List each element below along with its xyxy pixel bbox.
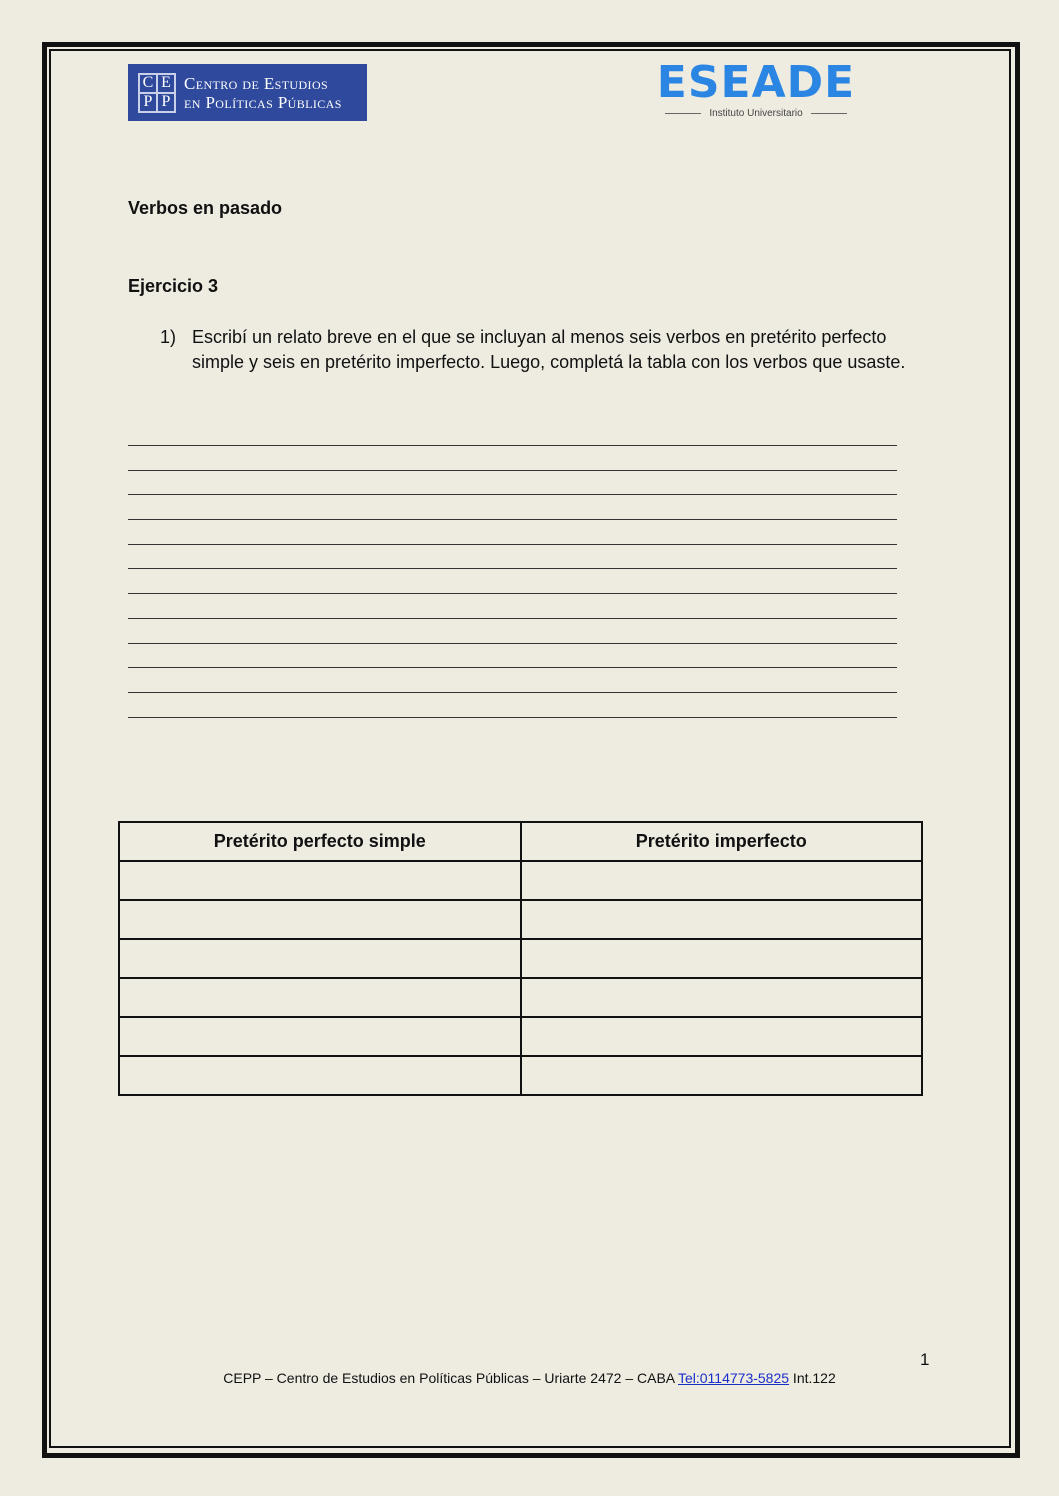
table-cell[interactable] (521, 900, 923, 939)
header-preterito-imperfecto: Pretérito imperfecto (521, 822, 923, 861)
table-row (119, 939, 922, 978)
cepp-letter: E (157, 74, 175, 93)
item-number: 1) (160, 327, 177, 347)
writing-line[interactable] (128, 692, 897, 717)
table-cell[interactable] (119, 900, 521, 939)
table-cell[interactable] (521, 978, 923, 1017)
writing-line[interactable] (128, 667, 897, 692)
table-cell[interactable] (521, 861, 923, 900)
table-header-row (119, 822, 922, 861)
cepp-letter: P (157, 93, 175, 112)
eseade-subtitle-text: Instituto Universitario (709, 108, 803, 119)
cepp-monogram (138, 73, 176, 113)
item-text: Escribí un relato breve en el que se incluyan al menos seis verbos en pretérito perfecto simple y seis en pretérito imperfecto. Luego, completá la tabla con los verbos que usaste. (192, 327, 906, 372)
instruction-item (160, 325, 930, 375)
table-row (119, 861, 922, 900)
table-cell[interactable] (119, 1056, 521, 1095)
phone-link[interactable]: Tel:0114773-5825 (677, 1370, 790, 1386)
exercise-heading: Ejercicio 3 (128, 276, 219, 296)
writing-line[interactable] (128, 593, 897, 618)
table-cell[interactable] (521, 1017, 923, 1056)
cepp-name (184, 74, 342, 112)
writing-line[interactable] (128, 643, 897, 668)
cepp-letter: C (139, 74, 157, 93)
table-row (119, 900, 922, 939)
writing-line[interactable] (128, 445, 897, 470)
page-border-inner (49, 49, 1011, 1448)
writing-line[interactable] (128, 519, 897, 544)
writing-line[interactable] (128, 494, 897, 519)
eseade-wordmark: ESEADE (656, 57, 856, 108)
table-cell[interactable] (119, 978, 521, 1017)
table-cell[interactable] (119, 1017, 521, 1056)
table-row (119, 978, 922, 1017)
writing-line[interactable] (128, 717, 897, 742)
footer-text: CEPP – Centro de Estudios en Políticas Públicas – Uriarte 2472 – CABA (223, 1370, 678, 1386)
cepp-letter: P (139, 93, 157, 112)
table-cell[interactable] (521, 939, 923, 978)
header-preterito-perfecto-simple: Pretérito perfecto simple (119, 822, 521, 861)
footer-extension: Int.122 (789, 1370, 836, 1386)
cepp-line-1: Centro de Estudios (184, 73, 329, 93)
cepp-logo (128, 64, 367, 121)
eseade-logo (656, 57, 856, 124)
table-row (119, 1017, 922, 1056)
table-cell[interactable] (119, 861, 521, 900)
page-number: 1 (920, 1350, 930, 1369)
cepp-line-2: en Políticas Públicas (184, 92, 342, 112)
writing-lines (128, 445, 897, 741)
writing-line[interactable] (128, 544, 897, 569)
table-cell[interactable] (119, 939, 521, 978)
eseade-subtitle (656, 108, 856, 119)
writing-line[interactable] (128, 470, 897, 495)
writing-line[interactable] (128, 618, 897, 643)
writing-line[interactable] (128, 568, 897, 593)
verbs-table (118, 821, 923, 1096)
table-cell[interactable] (521, 1056, 923, 1095)
page-title: Verbos en pasado (128, 198, 283, 218)
table-row (119, 1056, 922, 1095)
footer (0, 1370, 1059, 1386)
